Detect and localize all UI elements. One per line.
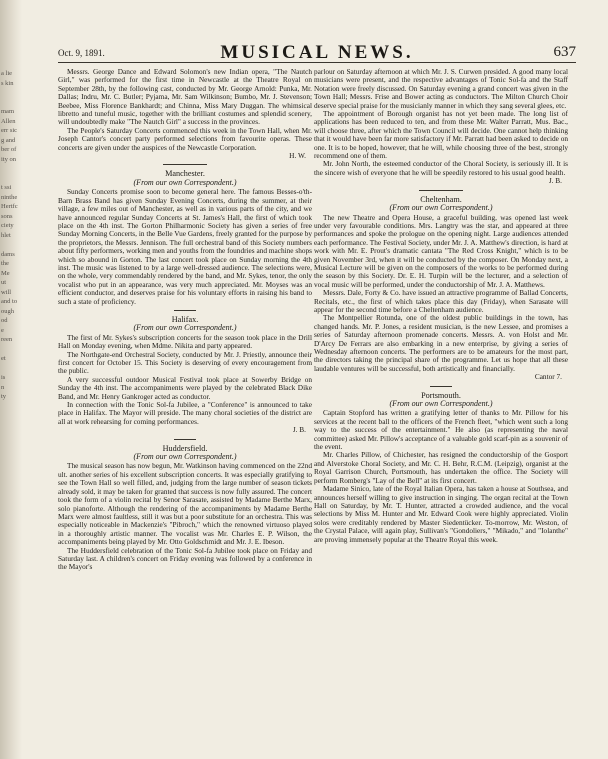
gutter-fragment: od	[1, 317, 8, 324]
gutter-fragment: e	[1, 326, 4, 334]
right-column	[314, 68, 568, 544]
page-header	[58, 40, 576, 63]
correspondent-line: (From our own Correspondent.)	[133, 177, 237, 187]
gutter-fragment: ninthe	[1, 193, 18, 201]
gutter-fragment: Me	[1, 269, 10, 277]
gutter-fragment: reen	[1, 336, 13, 343]
section-divider	[174, 439, 196, 440]
gutter-fragment: err sic	[1, 127, 18, 134]
gutter-fragment: sons	[1, 212, 13, 220]
gutter-fragment: ut	[1, 279, 7, 286]
masthead-title: MUSICAL NEWS.	[220, 42, 414, 63]
correspondent-line: (From our own Correspondent.)	[389, 203, 493, 213]
article-paragraph: Sunday Concerts promise soon to become general here. The famous Besses-o'th-Barn Brass Band has given Sunday Evening Concerts, during the summer, at their village, a few miles out of Manchester, as well as in various parts of the city, and we have announced regular Sunday Concerts at St. James's Hall, the first of which took place on the 4th inst. The Gorton Philharmonic Society has given a series of free Sunday Morning Concerts, in the Belle Vue Gardens, freely granted for the purpose by the proprietors, the Messrs. Jennison. The full orchestral band of this Society numbers about fifty performers, working men and youths from the foundries and machine shops which so abound in Gorton. The last concert took place on Sunday morning the 4th inst. The music was listened to by a large well-dressed audience. The selections were, on the whole, very commendably rendered by the band, and Mr. Sykes, tenor, the only vocalist who put in an appearance, was very much appreciated. Mr. Moyses was an efficient conductor, and deserves praise for his voluntary efforts in raising his band to such a state of proficiency.	[58, 187, 312, 306]
article-paragraph: Messrs. George Dance and Edward Solomon's new Indian opera, "The Nautch Girl," was performed for the first time in Newcastle at the Theatre Royal on September 28th, by the following cast, conducted by Mr. George Arnold: Punka, Mr. Dallas; Indru, Mr. C. Butler; Pyjama, Mr. Sam Wilkinson; Bumbo, Mr. J. Stevenson; Beebee, Miss Florence Bankhardt; and Chinna, Miss Mary Duggan. The whimsical libretto and tuneful music, together with the brilliant costumes and splendid scenery, will undoubtedly make "The Nautch Girl" a success in the provinces.	[58, 67, 312, 127]
article-paragraph: The Northgate-end Orchestral Society, conducted by Mr. J. Priestly, announce their first concert for October 15. This Society is deserving of every encouragement from the public.	[58, 349, 312, 376]
gutter-fragment: ity on	[1, 155, 16, 163]
section-divider	[174, 310, 196, 311]
section-heading: Halifax.	[171, 314, 199, 324]
correspondent-line: (From our own Correspondent.)	[133, 323, 237, 333]
page-number: 637	[553, 44, 576, 60]
correspondent-line: (From our own Correspondent.)	[133, 452, 237, 462]
section-divider	[163, 164, 207, 165]
section-divider	[419, 190, 463, 191]
gutter-fragment: ough	[1, 307, 14, 315]
gutter-fragment: t ssi	[1, 184, 12, 191]
gutter-fragment: the	[1, 260, 9, 267]
article-paragraph: The People's Saturday Concerts commenced this week in the Town Hall, when Mr. Joseph Cantor's concert party performed selections from favourite operas. These concerts are given under the auspices of the Newcastle Corporation.	[58, 125, 312, 152]
correspondent-line: (From our own Correspondent.)	[389, 399, 493, 409]
article-paragraph: parlour on Saturday afternoon at which Mr. J. S. Curwen presided. A good many local musicians were present, and the respective advantages of Tonic Sol-fa and the Staff Notation were freely discussed. On Saturday evening a grand concert was given in the Town Hall; Messrs. Frise and Bower acting as conductors. The Milton Church Choir deserve special praise for the musicianly manner in which they sang several glees, etc.	[314, 67, 568, 110]
article-paragraph: The new Theatre and Opera House, a graceful building, was opened last week under very favourable conditions. Mrs. Langtry was the star, and appeared at three performances and spoke the prologue on the opening night. Large audiences attended each performance. The Festival Society, under Mr. J. A. Matthew's direction, is hard at work with Mr. E. Prout's dramatic cantata "The Red Cross Knight," which is to be given November 3rd, when it will be conducted by the composer. On Monday next, a Musical Lecture will be given on the composers of the works to be performed during the season by this Society. Dr. E. H. Turpin will be the lecturer, and a selection of vocal music will be performed, under the conductorship of Mr. J. A. Matthews.	[314, 212, 568, 289]
article-paragraph: Mr. John North, the esteemed conductor of the Choral Society, is seriously ill. It is the sincere wish of everyone that he will be speedily restored to his usual good health.	[314, 159, 568, 177]
section-heading: Cheltenham.	[420, 194, 462, 204]
section-heading: Portsmouth.	[421, 390, 461, 400]
article-paragraph: The Montpellier Rotunda, one of the oldest public buildings in the town, has changed hands. Mr. P. Jones, a resident musician, is the new Lessee, and promises a series of Saturday afternoon promenade concerts. Messrs. A. von Holst and Mr. D'Arcy De Ferrars are also embarking in a new enterprise, by giving a series of Wednesday afternoon concerts. The performers are to be amateurs for the most part, the directors taking the principal share of the programme. Let us hope that all these laudable ventures will be successful, both artistically and financially.	[314, 313, 568, 373]
gutter-fragment: Allen	[1, 117, 16, 125]
gutter-fragment: ber of	[1, 146, 17, 153]
gutter-fragment: g and	[1, 136, 16, 144]
gutter-fragment: et	[1, 355, 6, 362]
gutter-fragment: and to	[1, 298, 18, 305]
header-rule	[58, 62, 576, 63]
article-paragraph: Mr. Charles Pillow, of Chichester, has resigned the conductorship of the Gosport and Alverstoke Choral Society, and Mr. C. H. Behr, R.C.M. (Leipzig), organist at the Royal Garrison Church, Portsmouth, has undertaken the office. The Society will perform Romberg's "Lay of the Bell" at its first concert.	[314, 450, 568, 485]
gutter-fragment: mam	[1, 108, 14, 115]
gutter-fragment: s kin	[1, 79, 14, 87]
section-divider	[430, 386, 452, 387]
section-heading: Huddersfield.	[162, 443, 208, 453]
article-paragraph: The Huddersfield celebration of the Tonic Sol-fa Jubilee took place on Friday and Saturday last. A children's concert on Friday evening was followed by a conference in the Mayor's	[58, 545, 312, 572]
section-heading: Manchester.	[165, 169, 205, 179]
gutter-fragment: a lie	[1, 70, 13, 77]
author-signature: J. B.	[292, 425, 306, 435]
article-paragraph: A very successful outdoor Musical Festival took place at Sowerby Bridge on Sunday the 4th inst. The accompaniments were played by the celebrated Black Dike Band, and Mr. Henry Gankroger acted as conductor.	[58, 374, 312, 401]
left-column	[58, 68, 312, 572]
gutter-fragment: n	[1, 383, 5, 391]
gutter-fragment: is	[1, 374, 6, 381]
article-paragraph: Messrs. Dale, Forty & Co. have issued an attractive programme of Ballad Concerts, Recitals, etc., the first of which takes place this day (Friday), when Sarasate will appear for the second time before a Cheltenham audience.	[314, 288, 568, 314]
article-paragraph: In connection with the Tonic Sol-fa Jubilee, a "Conference" is announced to take place in Halifax. The Mayor will preside. The many choral societies of the district are all at work rehearsing for coming performances.	[58, 400, 312, 426]
binding-gutter	[0, 0, 22, 759]
article-paragraph: The appointment of Borough organist has not yet been made. The long list of applications has been reduced to ten, and from these Mr. Walter Parratt, Mus. Bac., will choose three, after which the Town Council will decide. One cannot help thinking that it would have been far more satisfactory if Mr. Parratt had been asked to decide on one. It is to be hoped, however, that he will, while choosing three of the best, strongly recommend one of them.	[314, 109, 568, 161]
author-signature: Cantor 7.	[534, 372, 562, 382]
issue-date: Oct. 9, 1891.	[58, 48, 105, 58]
gutter-fragment: ty	[1, 393, 7, 400]
gutter-fragment: hlet	[1, 231, 11, 239]
gutter-fragment: will	[1, 288, 12, 296]
gutter-fragment: dams	[1, 250, 15, 258]
author-signature: J. B.	[548, 176, 562, 186]
gutter-fragment: Hertfc	[1, 203, 18, 210]
article-paragraph: Captain Stopford has written a gratifying letter of thanks to Mr. Pillow for his services at the recent ball to the officers of the French fleet, "which went such a long way to the success of the entertainment." He also (as representing the naval committee) asked Mr. Pillow's acceptance of a valuable gold scarf-pin as a souvenir of the event.	[314, 408, 568, 452]
gutter-fragment: ciety	[1, 222, 14, 229]
author-signature: H. W.	[289, 151, 306, 161]
article-paragraph: The first of Mr. Sykes's subscription concerts for the season took place in the Drill Hall on Monday evening, when Mdme. Nikita and party appeared.	[58, 332, 312, 351]
article-paragraph: The musical season has now begun, Mr. Watkinson having commenced on the 22nd ult. another series of his excellent subscription concerts. It was especially gratifying to see the Town Hall so well filled, and, judging from the large number of season tickets already sold, it may be taken for granted that success is now fully assured. The concert took the form of a violin recital by Senor Sarasate, assisted by Madame Berthe Marx, solo pianoforte. Although the rendering of the accompaniments by Madame Berthe Marx were almost faultless, still it was but a poor substitute for an orchestra. This was especially noticeable in Mackenzie's "Pibroch," which the renowned virtuoso played in a thoroughly artistic manner. The vocalist was Mr. Charles E. P. Wilson, the accompaniments being played by Mr. Otto Goldschmidt and Mr. J. E. Ibeson.	[58, 461, 312, 547]
article-paragraph: Madame Sinico, late of the Royal Italian Opera, has taken a house at Southsea, and announces herself willing to give instruction in singing. The organ recital at the Town Hall on Saturday, by Mr. T. Hunter, attracted a crowded audience, and the vocal selections by Miss M. Hunter and Mr. Edward Cook were highly appreciated. Violin solos were creditably rendered by Master Siedentücker. To-morrow, Mr. Weston, of the Crystal Palace, will again play, Sullivan's "Gondoliers," "Mikado," and "Iolanthe" are proving immensely popular at the Theatre Royal this week.	[314, 484, 568, 544]
